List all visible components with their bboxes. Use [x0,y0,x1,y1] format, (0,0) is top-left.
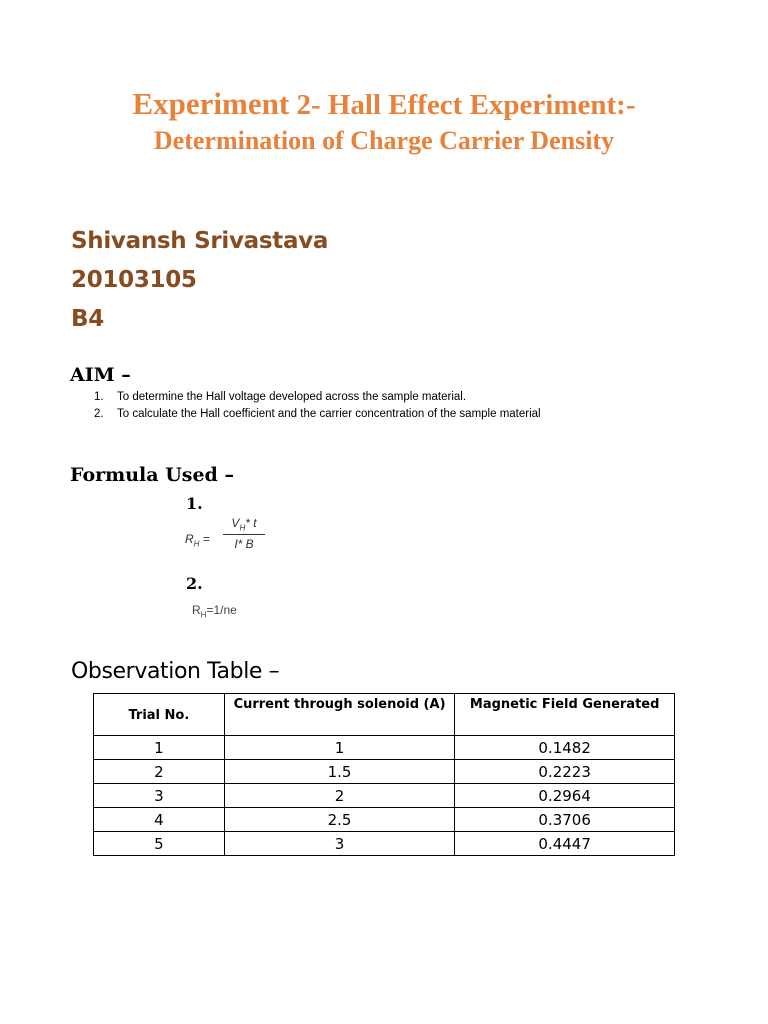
student-roll-number: 20103105 [71,267,197,293]
aim-heading: AIM – [70,364,131,386]
aim-item [94,406,541,423]
numerator-base: V [231,516,240,530]
student-batch: B4 [71,306,104,332]
fraction-numerator [223,516,265,532]
trial-cell: 1 [94,736,225,760]
eq2-base: R [192,603,201,617]
table-row [94,736,675,760]
field-cell: 0.2223 [455,760,675,784]
field-cell: 0.3706 [455,808,675,832]
aim-list [94,389,541,422]
lhs-subscript: H [193,539,200,549]
column-header-magnetic-field: Magnetic Field Generated [455,694,675,736]
observation-table-heading: Observation Table – [71,659,280,684]
numerator-rest: * t [245,516,257,530]
current-cell: 2 [224,784,455,808]
formula-2-label: 2. [186,574,203,593]
eq2-rest: =1/ne [206,603,237,617]
current-cell: 2.5 [224,808,455,832]
current-cell: 1 [224,736,455,760]
trial-cell: 2 [94,760,225,784]
current-cell: 1.5 [224,760,455,784]
fraction-bar [223,534,265,535]
field-cell: 0.4447 [455,832,675,856]
table-row [94,832,675,856]
table-header-row [94,694,675,736]
current-cell: 3 [224,832,455,856]
trial-cell: 5 [94,832,225,856]
title-experiment-word: Experiment [132,86,290,121]
observation-table [93,693,675,856]
equation-fraction [223,516,265,551]
equals-sign: = [202,532,210,546]
lhs-base: R [185,532,194,546]
table-row [94,808,675,832]
aim-item-number: 2. [94,407,104,420]
aim-item [94,389,541,406]
aim-item-text: To calculate the Hall coefficient and the carrier concentration of the sample material [117,407,541,420]
field-cell: 0.2964 [455,784,675,808]
eq2-subscript: H [200,610,207,620]
column-header-current: Current through solenoid (A) [224,694,455,736]
numerator-subscript: H [239,523,246,533]
column-header-trial: Trial No. [94,694,225,736]
table-row [94,784,675,808]
aim-item-text: To determine the Hall voltage developed across the sample material. [117,391,467,403]
formula-1-label: 1. [186,494,203,513]
field-cell: 0.1482 [455,736,675,760]
formula-heading: Formula Used – [70,464,234,486]
table-row [94,760,675,784]
student-name: Shivansh Srivastava [71,228,329,254]
fraction-denominator: I* B [234,537,254,552]
aim-item-number: 1. [94,391,104,403]
carrier-density-equation [192,603,237,619]
document-subtitle: Determination of Charge Carrier Density [153,126,615,155]
trial-cell: 3 [94,784,225,808]
document-title [0,86,768,122]
equation-lhs [185,532,210,548]
title-experiment-rest: 2- Hall Effect Experiment:- [289,89,636,121]
trial-cell: 4 [94,808,225,832]
